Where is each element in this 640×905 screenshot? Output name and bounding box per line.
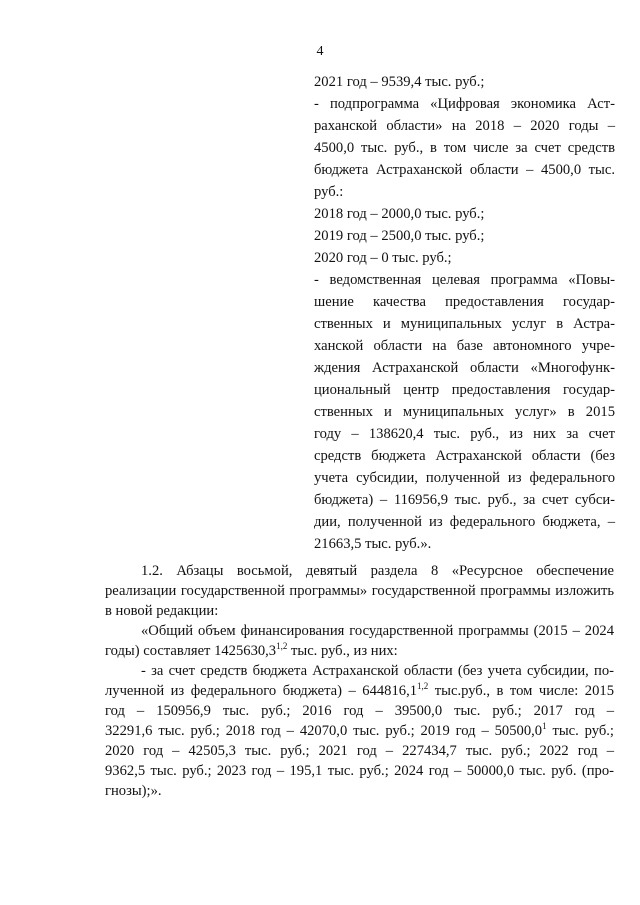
text-line: лученной из федерального бюджета) – 644816,1$^{1,2}$ тыс.руб., в том числе: 2015 [105,681,614,699]
text-line: - подпрограмма «Цифровая экономика Аст- [314,96,615,112]
text-line: бюджета) – 116956,9 тыс. руб., за счет субси- [314,492,615,508]
text-line: дии, полученной из федерального бюджета, – [314,514,615,530]
text-line: ханской области на базе автономного учре- [314,338,615,354]
text-line: 4500,0 тыс. руб., в том числе за счет средств [314,140,615,156]
text-line: циональный центр предоставления государ- [314,382,615,398]
text-line: 2019 год – 2500,0 тыс. руб.; [314,228,485,244]
text-line: учета субсидии, полученной из федерального [314,470,615,486]
text-line: ственных и муниципальных услуг» в 2015 [314,404,615,420]
text-line: 2018 год – 2000,0 тыс. руб.; [314,206,485,222]
text-line: 1.2. Абзацы восьмой, девятый раздела 8 «Ресурсное обеспечение [141,563,614,579]
text-line: гнозы);». [105,783,162,799]
text-line: 2021 год – 9539,4 тыс. руб.; [314,74,485,90]
text-line: годы) составляет 1425630,3$^{1,2}$ тыс. руб., из них: [105,641,398,659]
text-line: - ведомственная целевая программа «Повы- [314,272,615,288]
text-line: в новой редакции: [105,603,219,619]
text-line: реализации государственной программы» государственной программы изложить [105,583,614,599]
text-line: средств бюджета Астраханской области (без [314,448,615,464]
text-line: руб.: [314,184,344,200]
text-line: ственных и муниципальных услуг в Астра- [314,316,615,332]
text-line: раханской области» на 2018 – 2020 годы – [314,118,615,134]
text-line: 2020 год – 42505,3 тыс. руб.; 2021 год – 227434,7 тыс. руб.; 2022 год – [105,743,614,759]
text-line: бюджета Астраханской области – 4500,0 тыс. [314,162,615,178]
text-line: - за счет средств бюджета Астраханской области (без учета субсидии, по- [141,663,614,679]
text-line: ждения Астраханской области «Многофунк- [314,360,615,376]
text-line: 32291,6 тыс. руб.; 2018 год – 42070,0 тыс. руб.; 2019 год – 50500,0$^1$ тыс. руб.; [105,721,614,739]
text-line: шение качества предоставления государ- [314,294,615,310]
text-line: 21663,5 тыс. руб.». [314,536,432,552]
text-line: год – 150956,9 тыс. руб.; 2016 год – 39500,0 тыс. руб.; 2017 год – [105,703,614,719]
text-line: году – 138620,4 тыс. руб., из них за счет [314,426,615,442]
text-line: 9362,5 тыс. руб.; 2023 год – 195,1 тыс. руб.; 2024 год – 50000,0 тыс. руб. (про- [105,763,614,779]
page-number: 4 [316,44,324,59]
text-line: «Общий объем финансирования государственной программы (2015 – 2024 [141,623,614,639]
text-line: 2020 год – 0 тыс. руб.; [314,250,452,266]
